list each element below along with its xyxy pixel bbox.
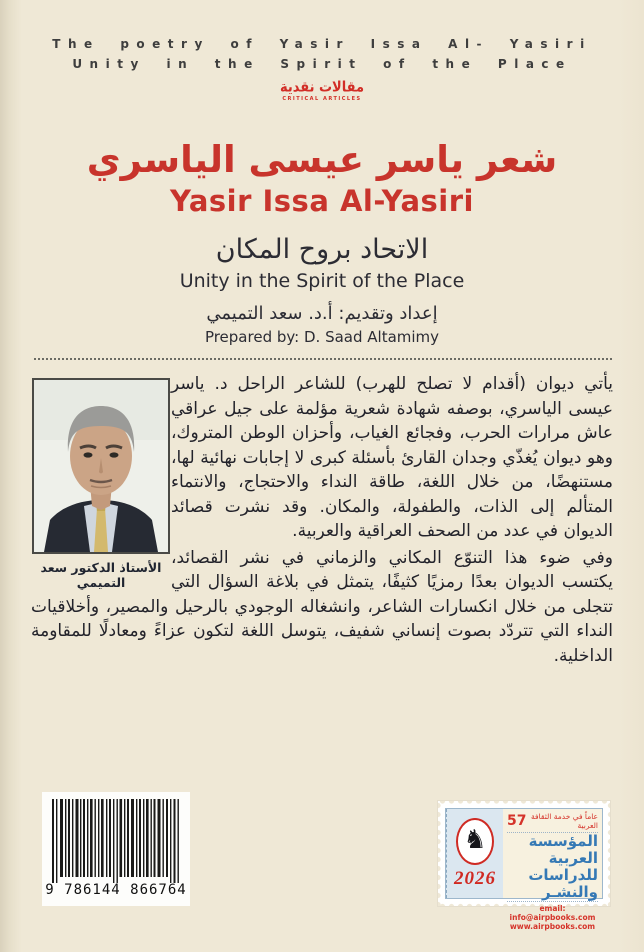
publisher-logo-panel [446,809,503,898]
title-block [0,136,644,347]
prepared-by-english: Prepared by: D. Saad Altamimy [204,328,440,346]
publisher-email: email: info@airpbooks.com [509,904,596,922]
years-number: 57 [507,813,527,829]
book-title-arabic: شعر ياسر عيسى الياسري [86,138,558,181]
top-heading-line1: The poetry of Yasir Issa Al- Yasiri [52,37,592,51]
blurb-paragraph-2: وفي ضوء هذا التنوّع المكاني والزماني في نشر القصائد، يكتسب الديوان بعدًا رمزيًا كثيفًا، يتمثل في بلاغة السؤال التي تتجلى من خلال انكسارات الشاعر، وانشغاله الوجودي بالرحيل والمصير، وأخلاقيات النداء التي تتردّد بصوت إنساني شفيف، يتوسل اللغة لتكون عزاءً ومعادلًا للمقاومة الداخلية. [31,547,613,666]
publisher-logo-oval [456,818,494,865]
years-text: عاماً في خدمة الثقافة العربية [531,812,598,830]
dotted-divider [34,358,612,360]
publisher-text-panel [503,809,602,931]
stamp-year: 2026 [454,867,496,889]
publisher-website: www.airpbooks.com [509,922,596,931]
publisher-name-line2: للدراسات والنشـر [528,866,598,901]
book-subtitle-arabic: الاتحاد بروح المكان [215,234,429,265]
series-logo [0,76,644,102]
blurb-paragraph-1: يأتي ديوان (أقدام لا تصلح للهرب) للشاعر الراحل د. ياسر عيسى الياسري، بوصفه شهادة شعرية مؤلمة على جيل عراقي عاش مرارات الحرب، وفجائع الغياب، وأحزان الوطن المتروك، وهو ديوان يُغذّي وجدان القارئ بأسئلة كبرى لا إجابات نهائية لها، مستنهضًا، من خلال اللغة، طاقة النداء والاحتجاج، والانتماء المتألم إلى الذات، والطفولة، والمكان. وقد نشرت قصائد الديوان في عدد من الصحف العراقية والعربية. [171,374,613,541]
publisher-name-line1: المؤسسة العربية [528,832,598,867]
horse-head-icon: ♞ [463,825,487,855]
author-name-english: Yasir Issa Al-Yasiri [170,184,474,218]
top-heading [0,34,644,74]
editor-portrait-image [32,378,170,554]
back-cover-blurb [31,372,613,668]
editor-photo [31,378,171,590]
isbn-number: 9 786144 866764 [45,882,187,898]
series-logo-english: CRITICAL ARTICLES [282,96,362,102]
publisher-contact [507,901,598,931]
publisher-stamp-inner [445,808,603,931]
years-of-service-line [507,811,598,833]
editor-photo-caption: الأستاذ الدكتور سعد التميمي [40,560,162,590]
top-heading-line2: Unity in the Spirit of the Place [72,57,572,71]
series-logo-arabic: مقالات نقدية [279,79,365,96]
book-subtitle-english: Unity in the Spirit of the Place [179,270,465,292]
publisher-stamp [438,801,610,931]
publisher-name [507,833,598,901]
barcode-bars [52,799,180,883]
isbn-barcode [42,792,190,906]
prepared-by-arabic: إعداد وتقديم: أ.د. سعد التميمي [206,303,438,324]
